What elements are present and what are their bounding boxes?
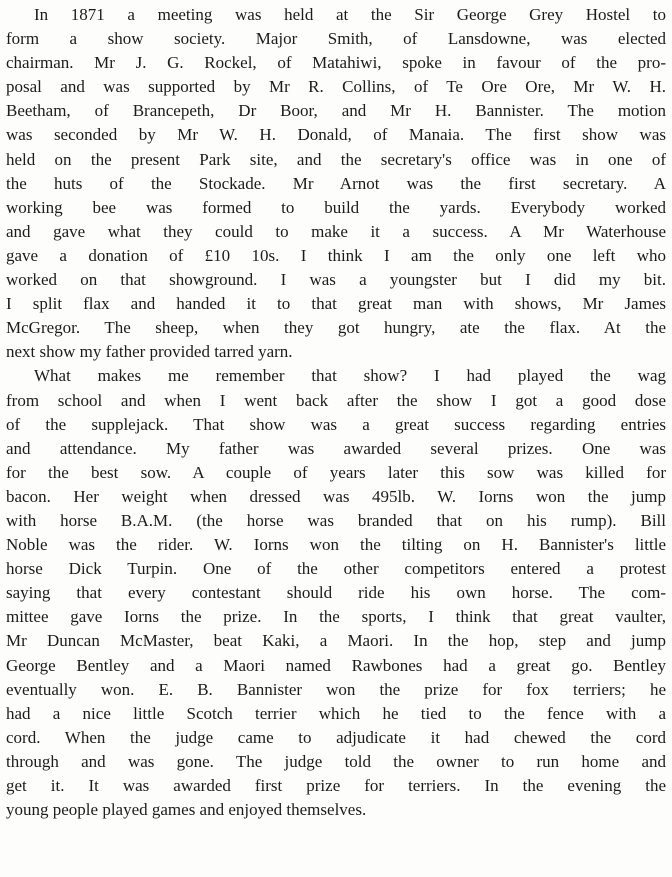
text-line: mittee gave Iorns the prize. In the sports, I think that great vaulter, xyxy=(6,607,666,627)
text-line: What makes me remember that show? I had played the wag xyxy=(34,366,666,386)
text-line: McGregor. The sheep, when they got hungry, ate the flax. At the xyxy=(6,318,666,338)
text-line: Beetham, of Brancepeth, Dr Boor, and Mr H. Bannister. The motion xyxy=(6,101,666,121)
text-line: young people played games and enjoyed themselves. xyxy=(6,800,367,820)
text-line: for the best sow. A couple of years later this sow was killed for xyxy=(6,462,666,482)
text-line: held on the present Park site, and the secretary's office was in one of xyxy=(6,149,666,169)
text-line: the huts of the Stockade. Mr Arnot was the first secretary. A xyxy=(6,173,666,193)
text-line: gave a donation of £10 10s. I think I am the only one left who xyxy=(6,245,666,265)
text-line: chairman. Mr J. G. Rockel, of Matahiwi, spoke in favour of the pro- xyxy=(6,53,666,73)
paragraph-1 xyxy=(6,3,666,364)
text-line: saying that every contestant should ride his own horse. The com- xyxy=(6,583,666,603)
text-line: and attendance. My father was awarded several prizes. One was xyxy=(6,438,666,458)
text-line: had a nice little Scotch terrier which he tied to the fence with a xyxy=(6,703,666,723)
text-line: working bee was formed to build the yards. Everybody worked xyxy=(6,197,666,217)
text-line: posal and was supported by Mr R. Collins, of Te Ore Ore, Mr W. H. xyxy=(6,77,666,97)
text-line: through and was gone. The judge told the owner to run home and xyxy=(6,751,666,771)
text-line: and gave what they could to make it a success. A Mr Waterhouse xyxy=(6,221,666,241)
text-line: from school and when I went back after the show I got a good dose xyxy=(6,390,666,410)
text-line: Noble was the rider. W. Iorns won the tilting on H. Bannister's little xyxy=(6,535,666,555)
paragraph-2 xyxy=(6,364,666,822)
text-line: Mr Duncan McMaster, beat Kaki, a Maori. In the hop, step and jump xyxy=(6,631,666,651)
text-line: George Bentley and a Maori named Rawbones had a great go. Bentley xyxy=(6,655,666,675)
text-line: eventually won. E. B. Bannister won the prize for fox terriers; he xyxy=(6,679,666,699)
text-line: with horse B.A.M. (the horse was branded that on his rump). Bill xyxy=(6,510,666,530)
text-line: bacon. Her weight when dressed was 495lb. W. Iorns won the jump xyxy=(6,486,666,506)
text-line: horse Dick Turpin. One of the other competitors entered a protest xyxy=(6,559,666,579)
text-line: next show my father provided tarred yarn. xyxy=(6,342,293,362)
text-line: get it. It was awarded first prize for terriers. In the evening the xyxy=(6,776,666,795)
article-body xyxy=(6,3,666,822)
text-line: cord. When the judge came to adjudicate it had chewed the cord xyxy=(6,727,666,747)
text-line: worked on that showground. I was a youngster but I did my bit. xyxy=(6,270,666,290)
text-line: I split flax and handed it to that great man with shows, Mr James xyxy=(6,294,666,314)
text-line: of the supplejack. That show was a great success regarding entries xyxy=(6,414,666,434)
text-line: In 1871 a meeting was held at the Sir George Grey Hostel to xyxy=(34,5,666,24)
text-line: form a show society. Major Smith, of Lansdowne, was elected xyxy=(6,29,666,49)
text-line: was seconded by Mr W. H. Donald, of Manaia. The first show was xyxy=(6,125,666,145)
